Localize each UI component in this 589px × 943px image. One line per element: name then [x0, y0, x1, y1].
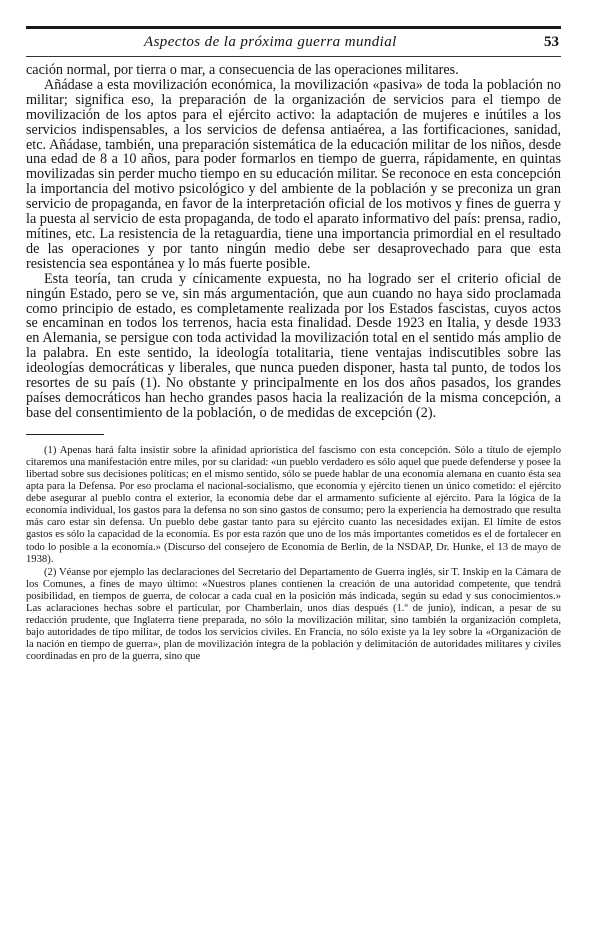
main-text	[26, 63, 561, 421]
footnote-2: (2) Véanse por ejemplo las declaraciones del Secretario del Departamento de Guerra inglés, sir T. Inskip en la Cámara de los Comunes, a fines de mayo último: «Nuestros planes contienen la creación de una autoridad competente, que tendrá posibilidad, en tiempos de guerra, de colocar a cada cual en la posición más indicada, según su edad y sus conocimientos.» Las aclaraciones hechas sobre el particular, por Chamberlain, unos días después (1.º de junio), indican, a pesar de su redacción prudente, que Inglaterra tiene preparada, no sólo la movilización militar, sino también la organización completa, bajo autoridades de tipo militar, de todos los servicios civiles. En Francia, no sólo existe ya la ley sobre la «Organización de la nación en tiempo de guerra», plan de movilización íntegra de la población y delimitación de autoridades militares y civiles coordinadas en pro de la guerra, sino que	[26, 566, 561, 663]
paragraph-totalitarian-theory: Esta teoría, tan cruda y cínicamente expuesta, no ha logrado ser el criterio oficial de ningún Estado, pero se ve, sin más argumentación, que aun cuando no haya sido proclamada como principio de estado, es completamente realizada por los Estados fascistas, cuyos actos se encaminan en todos los terrenos, hacia esta finalidad. Desde 1923 en Italia, y desde 1933 en Alemania, se persigue con toda actividad la movilización total en el sentido más amplio de la palabra. En este sentido, la ideología totalitaria, tiene ventajas indiscutibles sobre las ideologías democráticas y liberales, que nunca pueden disponer, hasta tal punto, de todos los resortes de su país (1). No obstante y principalmente en los dos años pasados, los grandes países democráticos han hecho grandes pasos hacia la realización de la misma concepción, a base del consentimiento de la población, o de medidas de excepción (2).	[26, 270, 561, 421]
paragraph-continuation: cación normal, por tierra o mar, a consecuencia de las operaciones militares.	[26, 62, 459, 78]
footnotes	[26, 445, 561, 664]
header-top-rule	[26, 26, 561, 29]
running-title: Aspectos de la próxima guerra mundial	[144, 34, 397, 50]
page-header	[26, 34, 561, 51]
header-rule	[26, 56, 561, 57]
page-number: 53	[544, 34, 559, 50]
footnote-separator	[26, 434, 104, 435]
paragraph-passive-mobilization: Añádase a esta movilización económica, la movilización «pasiva» de toda la población no militar; significa eso, la preparación de la organización de servicios para el tiempo de movilización de los aptos para el ejército activo: la adaptación de mujeres e inútiles a los servicios indispensables, a los servicios de defensa antiaérea, a las fortificaciones, sanidad, etc. Añádase, también, una preparación sistemática de la educación militar de los niños, desde una edad de 8 a 10 años, para poder formarlos en tiempo de guerra, rápidamente, en quintas movilizadas sin perder mucho tiempo en su educación militar. Se reconoce en esta concepción la importancia del motivo psicológico y del ambiente de la población y se preconiza un gran servicio de propaganda, en favor de la interpretación oficial de los motivos y fines de guerra y la puesta al servicio de esta propaganda, de todo el aparato informativo del país: prensa, radio, mítines, etc. La resistencia de la retaguardia, tiene una importancia primordial en el resultado de las operaciones y por tanto ningún medio debe ser desaprovechado para que esta resistencia sea espontánea y lo más fuerte posible.	[26, 76, 561, 272]
book-page	[26, 26, 561, 664]
footnote-1: (1) Apenas hará falta insistir sobre la afinidad apriorística del fascismo con esta concepción. Sólo a título de ejemplo citaremos una manifestación entre miles, por su claridad: «un pueblo verdadero es sólo aquel que puede defenderse y posee la libertad sobre sus decisiones políticas; en el mismo sentido, sólo se puede hablar de una economía alemana en cuanto ésta sea apta para la Defensa. Por eso proclama el nacional-socialismo, que economía y ejército tienen un único cometido: el ejército debe asegurar al pueblo contra el exterior, la economía debe dar el armamento suficiente al ejército. Para la lógica de la economía individual, los gastos para la defensa no son sino gastos de consumo; pero la experiencia ha demostrado que resulta más caro estar sin defensa. Un pueblo debe gastar tanto para su ejército cuanto las necesidades exijan. El límite de estos gastos es sólo la capacidad de la economía. Es por esta razón que uno de los más importantes cometidos es el de fortalecer en todo lo posible a la economía.» (Discurso del consejero de Economía de Berlín, de la NSDAP, Dr. Hunke, el 13 de mayo de 1938).	[26, 444, 561, 565]
